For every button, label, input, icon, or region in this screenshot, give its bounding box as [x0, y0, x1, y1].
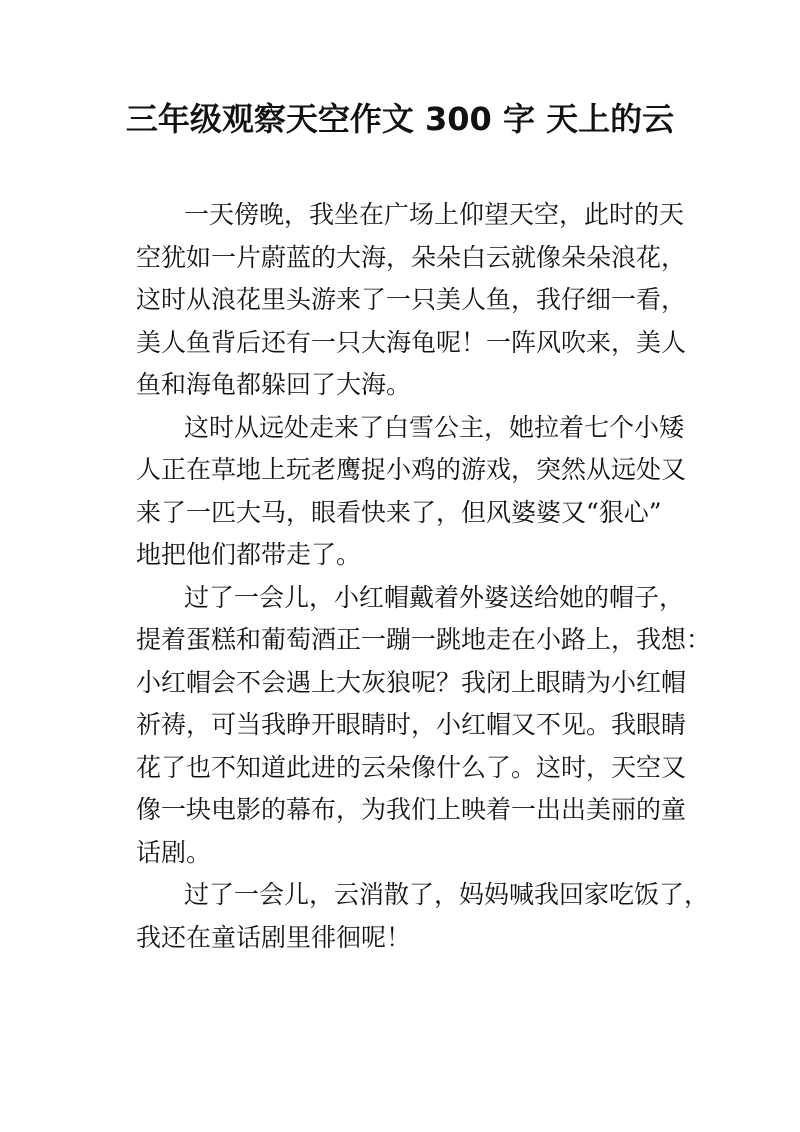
text-line: 一天傍晚，我坐在广场上仰望天空，此时的天 [184, 200, 685, 229]
text-line: 话剧。 [136, 837, 212, 867]
text-line: 人正在草地上玩老鹰捉小鸡的游戏，突然从远处又 [136, 455, 687, 484]
document-title: 三年级观察天空作文 300 字 天上的云 [125, 100, 675, 138]
text-line: 来了一匹大马，眼看快来了，但风婆婆又“狠心” [136, 497, 662, 527]
paragraph-3 [136, 577, 712, 875]
text-line: 像一块电影的幕布，为我们上映着一出出美丽的童 [136, 795, 687, 824]
text-line: 鱼和海龟都躲回了大海。 [136, 370, 412, 399]
text-line: 这时从远处走来了白雪公主，她拉着七个小矮 [184, 412, 685, 442]
text-line: 花了也不知道此进的云朵像什么了。这时，天空又 [136, 752, 687, 782]
text-line: 过了一会儿，小红帽戴着外婆送给她的帽子， [184, 582, 685, 612]
paragraph-2 [136, 407, 687, 577]
text-line: 地把他们都带走了。 [136, 540, 362, 569]
text-line: 美人鱼背后还有一只大海龟呢！一阵风吹来，美人 [136, 327, 687, 357]
text-line: 这时从浪花里头游来了一只美人鱼，我仔细一看， [136, 285, 687, 314]
text-line: 提着蛋糕和葡萄酒正一蹦一跳地走在小路上，我想： [136, 625, 712, 654]
text-line: 祈祷，可当我睁开眼睛时，小红帽又不见。我眼睛 [136, 710, 687, 739]
text-line: 小红帽会不会遇上大灰狼呢？我闭上眼睛为小红帽 [136, 667, 687, 697]
text-line: 我还在童话剧里徘徊呢！ [136, 922, 412, 952]
paragraph-4 [136, 874, 710, 959]
document-body [136, 194, 712, 959]
paragraph-1 [136, 194, 687, 407]
text-line: 过了一会儿，云消散了，妈妈喊我回家吃饭了， [184, 880, 710, 909]
text-line: 空犹如一片蔚蓝的大海，朵朵白云就像朵朵浪花， [136, 242, 687, 272]
